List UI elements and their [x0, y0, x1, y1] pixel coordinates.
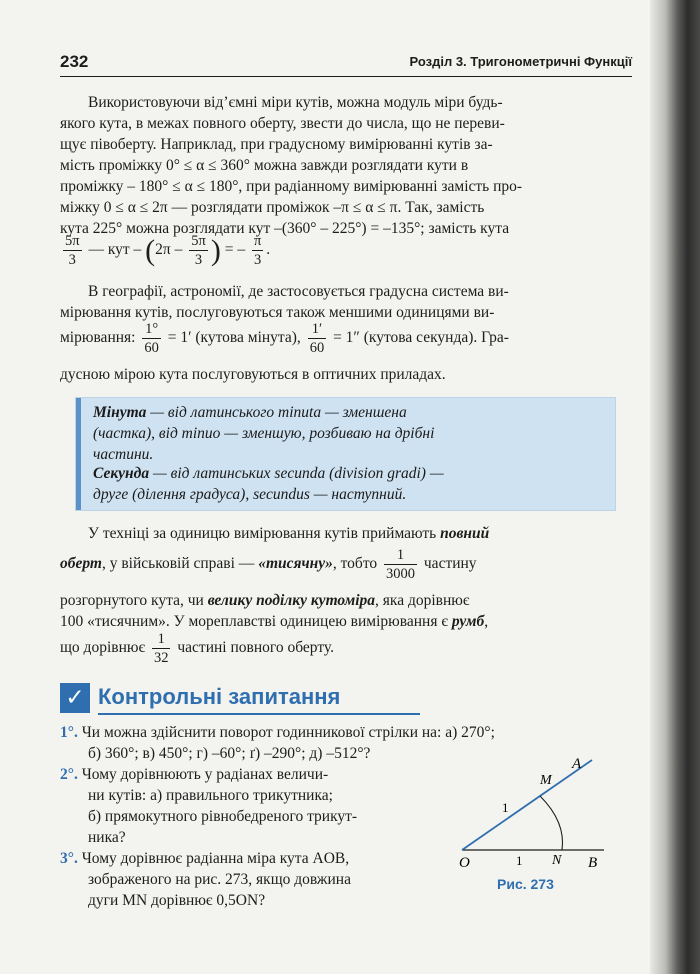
questions-title: Контрольні запитання — [98, 684, 341, 709]
para1-line3: щує півоберту. Наприклад, при градусному вимірюванні кутів за- — [60, 136, 493, 153]
question-1-line2: б) 360°; в) 450°; г) –60°; ґ) –290°; д) –512°? — [88, 745, 371, 762]
para2-line2: мірювання кутів, послуговуються також меншими одиницями ви- — [60, 304, 495, 321]
fraction-5pi-3-inner: $\frac{5\pi}{3}$ — [191, 233, 206, 268]
label-N: N — [552, 853, 562, 868]
para1-line6: міжку 0 ≤ α ≤ 2π — розглядати проміжок –π ≤ α ≤ π. Так, замість — [60, 199, 485, 216]
question-1-number: 1°. — [60, 724, 78, 741]
book-spine-shadow — [650, 0, 700, 974]
term-sekunda: Секунда — [93, 465, 150, 482]
note-line4: Секунда — від латинських secunda (division gradi) — — [93, 465, 444, 482]
para1-line7: кута 225° можна розглядати кут –(360° – 225°) = –135°; замість кута — [60, 220, 510, 237]
label-B: B — [588, 855, 598, 871]
label-1-bottom: 1 — [516, 853, 523, 868]
fraction-minute-60: $\frac{1'}{60}$ — [309, 321, 325, 356]
term-povnyi: повний — [440, 525, 490, 542]
para1-formula: $\frac{5\pi}{3}$ — кут – (2π – $\frac{5\pi}{3}$ ) = – $\frac{\pi}{3}$ . — [65, 233, 271, 268]
question-2-line1: 2°. Чому дорівнюють у радіанах величи- — [60, 766, 329, 783]
etymology-note-box — [76, 398, 615, 510]
fraction-degree-60: $\frac{1^\circ}{60}$ — [144, 321, 159, 356]
para3-line1: У техніці за одиницю вимірювання кутів приймають повний — [88, 525, 490, 542]
label-M: M — [540, 773, 552, 788]
term-obert: оберт — [60, 555, 102, 573]
ray-OA — [462, 760, 592, 850]
fraction-5pi-3: $\frac{5\pi}{3}$ — [65, 233, 80, 268]
para3-line3: розгорнутого кута, чи велику поділку кутоміра, яка дорівнює — [60, 592, 470, 609]
label-1-top: 1 — [502, 800, 509, 815]
note-line3: частини. — [93, 446, 154, 463]
para2-line4: дусною мірою кута послуговуються в оптичних приладах. — [60, 366, 446, 383]
figure-caption: Рис. 273 — [497, 876, 554, 892]
para1-line5: проміжку – 180° ≤ α ≤ 180°, при радіанному вимірюванні замість про- — [60, 178, 523, 195]
question-2-number: 2°. — [60, 766, 78, 783]
questions-underline — [98, 713, 420, 715]
running-title: Розділ 3. Тригонометричні Функції — [409, 54, 632, 69]
question-2-line2: ни кутів: а) правильного трикутника; — [88, 787, 333, 804]
term-rumb: румб — [451, 613, 485, 630]
term-minuta: Мінута — [93, 404, 147, 421]
para1-line4: мість проміжку 0° ≤ α ≤ 360° можна завжди розглядати кути в — [60, 157, 469, 174]
checkmark-icon: ✓ — [60, 683, 90, 713]
question-3-line1: 3°. Чому дорівнює радіанна міра кута AOB, — [60, 850, 350, 867]
note-line1: Мінута — від латинського minuta — зменшена — [93, 404, 407, 421]
fraction-pi-3: $\frac{\pi}{3}$ — [253, 233, 262, 268]
para1-line1: Використовуючи від’ємні міри кутів, можна модуль міри будь- — [88, 94, 503, 111]
para3-line5: що дорівнює $\frac{1}{32}$ частині повного оберту. — [60, 631, 334, 666]
page-header — [60, 50, 632, 77]
note-line2: (частка), від minuo — зменшую, розбиваю на дрібні — [93, 425, 435, 442]
fraction-1-32: $\frac{1}{32}$ — [153, 631, 169, 666]
question-3-line3: дуги MN дорівнює 0,5ON? — [88, 892, 266, 909]
question-1-line1: 1°. Чи можна здійснити поворот годинникової стрілки на: а) 270°; — [60, 724, 495, 741]
arc-MN — [540, 796, 563, 850]
label-O: O — [459, 855, 470, 871]
para2-line1: В географії, астрономії, де застосовується градусна система ви- — [88, 283, 509, 300]
question-3-line2: зображеного на рис. 273, якщо довжина — [88, 871, 351, 888]
para2-line3: мірювання: $\frac{1^\circ}{60}$ = 1′ (кутова мінута), $\frac{1'}{60}$ = 1″ (кутова секунда). Гра- — [60, 321, 509, 356]
question-3-number: 3°. — [60, 850, 78, 867]
question-2-line3: б) прямокутного рівнобедреного трикут- — [88, 808, 358, 825]
para1-line2: якого кута, в межах повного оберту, звести до числа, що не переви- — [60, 115, 505, 132]
para3-line2: оберт, у військовій справі — «тисячну», тобто $\frac{1}{3000}$ частину — [60, 547, 477, 582]
para3-line4: 100 «тисячним». У мореплавстві одиницею вимірювання є румб, — [60, 613, 489, 630]
note-line5: друге (ділення градуса), secundus — наступний. — [93, 486, 407, 503]
label-A: A — [572, 756, 582, 772]
page-number: 232 — [60, 52, 89, 71]
term-velyka-podilka: велику поділку кутоміра — [207, 592, 376, 609]
fraction-1-3000: $\frac{1}{3000}$ — [386, 547, 416, 582]
question-2-line4: ника? — [88, 829, 126, 846]
term-tysiachna: «тисячну» — [258, 555, 333, 573]
figure-273-angle-diagram — [454, 750, 624, 875]
